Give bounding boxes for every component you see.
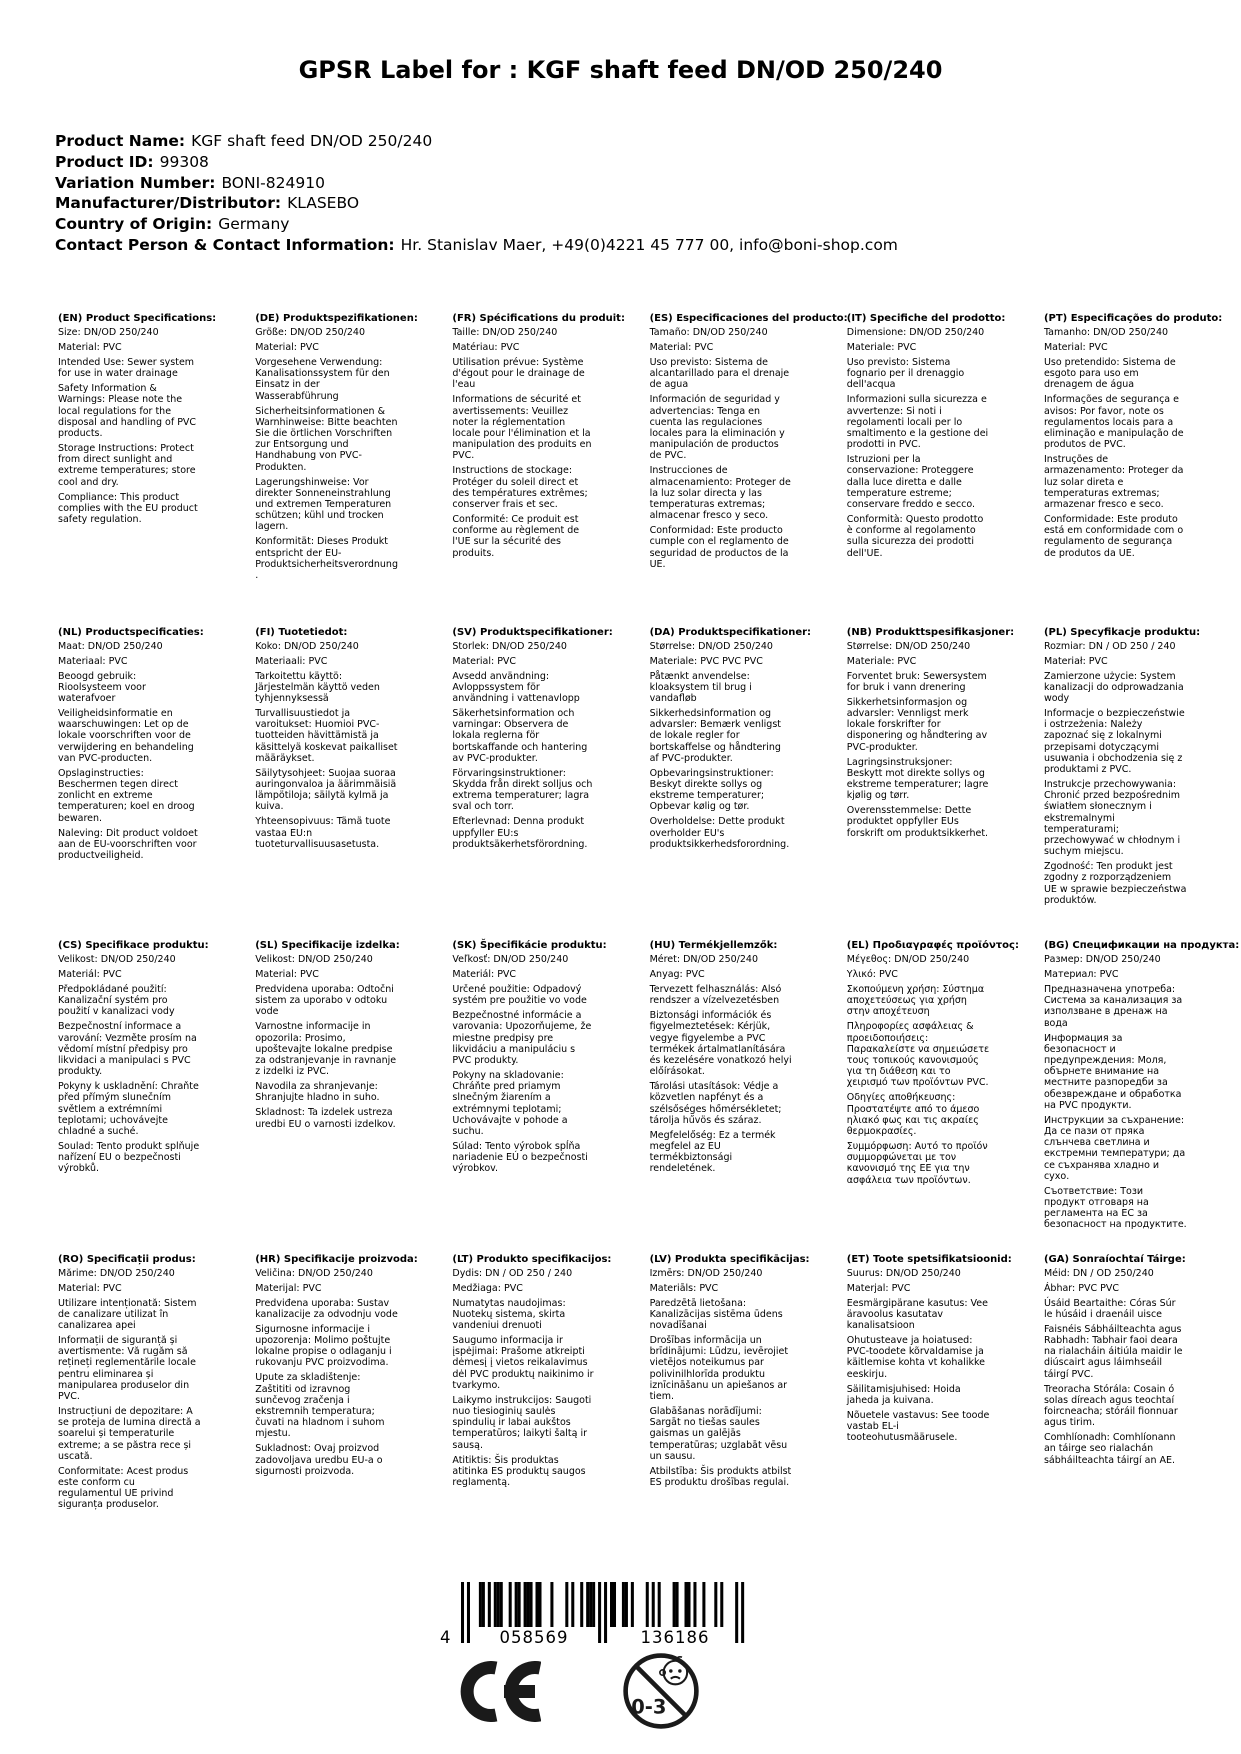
spec-line: Информация за безопасност и предупреждения: Моля, обърнете внимание на местните разпоредби за обезвреждане и обработка на PVC продукти. — [1043, 1032, 1182, 1111]
spec-block-header: (ES) Especificaciones del producto: — [649, 313, 848, 324]
spec-block-da — [650, 627, 847, 941]
spec-block-header: (BG) Спецификации на продукта: — [1043, 940, 1240, 951]
spec-block-en — [58, 313, 255, 627]
spec-line: Material: PVC — [255, 342, 319, 353]
spec-block-cs — [58, 940, 255, 1254]
spec-line: Bezpečnostné informácie a varovania: Upozorňujeme, že miestne predpisy pre likvidáciu a manipuláciu s PVC produkty. — [452, 1010, 592, 1067]
spec-line: Veiligheidsinformatie en waarschuwingen: Let op de lokale voorschriften voor de verwijdering en behandeling van PVC-producten. — [58, 707, 194, 764]
barcode-right-digits: 136186 — [640, 1628, 710, 1647]
spec-line: Bezpečnostní informace a varování: Vezměte prosím na vědomí místní předpisy pro likvidaci a manipulaci s PVC produkty. — [58, 1021, 197, 1078]
spec-line: Påtænkt anvendelse: kloaksystem til brug i vandafløb — [649, 670, 752, 704]
spec-line: Størrelse: DN/OD 250/240 — [649, 640, 773, 652]
spec-line: Instructions de stockage: Protéger du soleil direct et des températures extrêmes; conserver frais et sec. — [452, 465, 588, 511]
spec-line: Υλικό: PVC — [846, 969, 898, 980]
spec-line: Soulad: Tento produkt splňuje nařízení EU o bezpečnosti výrobků. — [58, 1141, 200, 1175]
spec-block-header: (RO) Specificații produs: — [58, 1253, 196, 1265]
spec-line: Opslaginstructies: Beschermen tegen direct zonlicht en extreme temperaturen; koel en droog bewaren. — [58, 767, 195, 824]
spec-line: Συμμόρφωση: Αυτό το προϊόν συμμορφώνεται με τον κανονισμό της ΕΕ για την ασφάλεια των προϊόντων. — [846, 1141, 988, 1186]
product-info — [55, 131, 898, 256]
product-info-label: Contact Person & Contact Information: — [55, 235, 395, 254]
spec-line: Tamanho: DN/OD 250/240 — [1043, 327, 1169, 338]
spec-line: Conformitate: Acest produs este conform cu regulamentul UE privind siguranța produselor. — [58, 1465, 189, 1511]
spec-block-hu — [650, 940, 847, 1254]
product-info-value: Hr. Stanislav Maer, +49(0)4221 45 777 00, info@boni-shop.com — [400, 235, 898, 254]
spec-line: Tarkoitettu käyttö: Järjestelmän käyttö veden tyhjennyksessä — [255, 670, 380, 704]
spec-block-header: (PT) Especificações do produto: — [1043, 313, 1223, 324]
spec-block-ro — [58, 1254, 255, 1568]
ean-barcode — [434, 1580, 750, 1652]
spec-line: Safety Information & Warnings: Please note the local regulations for the disposal and handling of PVC products. — [58, 383, 197, 440]
spec-line: Předpokládané použití: Kanalizační systém pro použití v kanalizaci vody — [58, 984, 175, 1018]
spec-line: Comhlíonadh: Comhlíonann an táirge seo rialachán sábháilteachta táirgí an AE. — [1043, 1432, 1176, 1466]
product-info-label: Manufacturer/Distributor: — [55, 194, 282, 213]
spec-line: Laikymo instrukcijos: Saugoti nuo tiesioginių saulės spindulių ir labai aukštos temperatūros; laikyti šaltą ir sausą. — [452, 1394, 592, 1451]
ce-mark-icon — [451, 1661, 541, 1726]
spec-block-header: (DA) Produktspecifikationer: — [649, 626, 812, 638]
spec-line: Tervezett felhasználás: Alsó rendszer a vízelvezetésben — [649, 984, 782, 1007]
spec-block-sl — [255, 940, 452, 1254]
spec-line: Súlad: Tento výrobok spĺňa nariadenie EÚ o bezpečnosti výrobkov. — [452, 1141, 588, 1175]
spec-line: Skladnost: Ta izdelek ustreza uredbi EU o varnosti izdelkov. — [255, 1107, 396, 1130]
spec-line: Méid: DN / OD 250/240 — [1043, 1267, 1154, 1279]
spec-block-pl — [1044, 627, 1241, 941]
spec-block-hr — [255, 1254, 452, 1568]
spec-line: Instrukcje przechowywania: Chronić przed bezpośrednim światłem słonecznym i ekstremalnymi temperaturami; przechowywać w chłodnym i suchym miejscu. — [1043, 778, 1181, 858]
spec-line: Megfelelőség: Ez a termék megfelel az EU termékbiztonsági rendeletének. — [649, 1129, 776, 1175]
spec-line: Uso previsto: Sistema fognario per il drenaggio dell'acqua — [846, 357, 965, 391]
spec-line: Uso previsto: Sistema de alcantarillado para el drenaje de agua — [649, 357, 790, 391]
spec-line: Información de seguridad y advertencias: Tenga en cuenta las regulaciones locales para la eliminación y manipulación de productos de PVC. — [649, 394, 785, 462]
product-info-row — [55, 214, 898, 235]
spec-line: Säilytysohjeet: Suojaa suoraa auringonvaloa ja äärimmäisiä lämpötiloja; säilytä kylmä ja kuiva. — [255, 767, 397, 813]
spec-line: Tárolási utasítások: Védje a közvetlen napfényt és a szélsőséges hőmérsékletet; tárolja hűvös és száraz. — [649, 1081, 782, 1126]
spec-block-header: (GA) Sonraíochtaí Táirge: — [1043, 1253, 1186, 1265]
spec-line: Velikost: DN/OD 250/240 — [255, 954, 373, 965]
spec-block-header: (SL) Specifikacije izdelka: — [255, 940, 400, 951]
spec-line: Forventet bruk: Sewersystem for bruk i vann drenering — [846, 670, 987, 693]
spec-line: Säilitamisjuhised: Hoida jaheda ja kuivana. — [846, 1383, 961, 1406]
spec-block-header: (EL) Προδιαγραφές προϊόντος: — [846, 940, 1019, 951]
spec-line: Dimensione: DN/OD 250/240 — [846, 327, 985, 338]
spec-line: Opbevaringsinstruktioner: Beskyt direkte sollys og ekstreme temperaturer; Opbevar kølig og tør. — [649, 767, 774, 813]
spec-line: Zgodność: Ten produkt jest zgodny z rozporządzeniem UE w sprawie bezpieczeństwa produktów. — [1043, 861, 1187, 906]
spec-line: Konformität: Dieses Produkt entspricht der EU-Produktsicherheitsverordnung. — [255, 536, 398, 582]
spec-line: Sikkerhetsinformasjon og advarsler: Vennligst merk lokale forskrifter for disponering og håndtering av PVC-produkter. — [846, 696, 988, 753]
product-info-row — [55, 193, 898, 214]
spec-line: Utilizare intenționată: Sistem de canalizare utilizat în canalizarea apei — [58, 1297, 197, 1331]
spec-line: Materiale: PVC PVC PVC — [649, 655, 763, 667]
spec-line: Efterlevnad: Denna produkt uppfyller EU:s produktsäkerhetsförordning. — [452, 816, 588, 850]
product-info-label: Country of Origin: — [55, 215, 213, 234]
spec-line: Pokyny k uskladnění: Chraňte před přímým slunečním světlem a extrémními teplotami; uchovávejte chladné a suché. — [58, 1081, 199, 1138]
spec-block-header: (SV) Produktspecifikationer: — [452, 626, 613, 638]
spec-line: Mărime: DN/OD 250/240 — [58, 1267, 175, 1279]
spec-block-pt — [1044, 313, 1241, 627]
spec-block-et — [847, 1254, 1044, 1568]
spec-line: Storage Instructions: Protect from direct sunlight and extreme temperatures; store cool and dry. — [58, 443, 196, 488]
spec-line: Naleving: Dit product voldoet aan de EU-voorschriften voor productveiligheid. — [58, 827, 198, 861]
spec-block-nl — [58, 627, 255, 941]
spec-block-es — [650, 313, 847, 627]
spec-line: Upute za skladištenje: Zaštititi od izravnog sunčevog zračenja i ekstremnih temperatura; čuvati na hladnom i suhom mjestu. — [255, 1372, 385, 1440]
spec-line: Veľkosť: DN/OD 250/240 — [452, 954, 569, 965]
spec-line: Eesmärgipärane kasutus: Vee äravoolus kasutatav kanalisatsioon — [846, 1297, 988, 1331]
spec-block-fr — [452, 313, 649, 627]
spec-line: Инструкции за съхранение: Да се пази от пряка слънчева светлина и екстремни температури; да се съхранява хладно и сухо. — [1043, 1114, 1186, 1182]
spec-line: Conformidad: Este producto cumple con el reglamento de seguridad de productos de la UE. — [649, 525, 789, 570]
spec-line: Nõuetele vastavus: See toode vastab EL-i tooteohutusmäärusele. — [846, 1409, 990, 1444]
spec-line: Rozmiar: DN / OD 250 / 240 — [1043, 640, 1176, 652]
spec-block-header: (PL) Specyfikacje produktu: — [1043, 626, 1201, 638]
age-warning-label: 0-3 — [631, 1695, 667, 1719]
spec-line: Lagerungshinweise: Vor direkter Sonneneinstrahlung und extremen Temperaturen schützen; kühl und trocken lagern. — [255, 476, 392, 533]
spec-line: Conformidade: Este produto está em conformidade com o regulamento de segurança de produtos da UE. — [1043, 514, 1184, 559]
spec-line: Numatytas naudojimas: Nuotekų sistema, skirta vandeniui drenuoti — [452, 1297, 566, 1331]
spec-line: Materijal: PVC — [255, 1282, 322, 1294]
spec-line: Material: PVC — [452, 655, 517, 667]
spec-line: Izmērs: DN/OD 250/240 — [649, 1267, 763, 1279]
spec-line: Glabāšanas norādījumi: Sargāt no tiešas saules gaismas un galējās temperatūras; uzglabāt vēsu un sausu. — [649, 1405, 788, 1462]
spec-line: Размер: DN/OD 250/240 — [1043, 954, 1161, 965]
spec-line: Sukladnost: Ovaj proizvod zadovoljava uredbu EU-a o sigurnosti proizvoda. — [255, 1443, 383, 1477]
product-info-label: Product Name: — [55, 132, 186, 150]
spec-block-sv — [452, 627, 649, 941]
spec-line: Conformité: Ce produit est conforme au règlement de l'UE sur la sécurité des produits. — [452, 514, 580, 559]
spec-line: Biztonsági információk és figyelmeztetések: Kérjük, vegye figyelembe a PVC termékek ártalmatlanítására és kezelésére vonatkozó helyi előírásokat. — [649, 1010, 792, 1078]
spec-line: Material: PVC — [255, 969, 319, 980]
spec-line: Určené použitie: Odpadový systém pre použitie vo vode — [452, 984, 587, 1007]
spec-line: Materiale: PVC — [846, 655, 917, 667]
product-info-value: Germany — [218, 215, 290, 234]
spec-line: Uso pretendido: Sistema de esgoto para uso em drenagem de água — [1043, 357, 1176, 391]
spec-block-header: (IT) Specifiche del prodotto: — [846, 313, 1006, 324]
spec-line: Säkerhetsinformation och varningar: Observera de lokala reglerna för bortskaffande och hantering av PVC-produkter. — [452, 707, 588, 764]
product-info-row — [55, 235, 898, 256]
spec-line: Méret: DN/OD 250/240 — [649, 954, 758, 965]
spec-line: Materiál: PVC — [452, 969, 517, 980]
spec-line: Pokyny na skladovanie: Chráňte pred priamym slnečným žiarením a extrémnymi teplotami; Uchovávajte v pohode a suchu. — [452, 1070, 568, 1138]
spec-line: Taille: DN/OD 250/240 — [452, 327, 558, 338]
spec-line: Conformità: Questo prodotto è conforme al regolamento sulla sicurezza dei prodotti dell'UE. — [846, 514, 984, 559]
spec-line: Yhteensopivuus: Tämä tuote vastaa EU:n tuoteturvallisuusasetusta. — [255, 816, 391, 850]
spec-block-it — [847, 313, 1044, 627]
spec-block-el — [847, 940, 1044, 1254]
spec-line: Sicherheitsinformationen & Warnhinweise: Bitte beachten Sie die örtlichen Vorschriften zur Entsorgung und Handhabung von PVC-Produkten. — [255, 405, 398, 473]
spec-line: Størrelse: DN/OD 250/240 — [846, 640, 971, 652]
product-info-value: KGF shaft feed DN/OD 250/240 — [191, 132, 433, 150]
spec-line: Ohutusteave ja hoiatused: PVC-toodete kõrvaldamise ja käitlemise kohta vt kohalikke eeskirju. — [846, 1334, 985, 1380]
spec-block-header: (NB) Produkttspesifikasjoner: — [846, 626, 1015, 638]
spec-block-ga — [1044, 1254, 1241, 1568]
spec-block-header: (FI) Tuotetiedot: — [255, 626, 348, 638]
spec-line: Vorgesehene Verwendung: Kanalisationssystem für den Einsatz in der Wasserabführung — [255, 357, 390, 402]
spec-block-header: (CS) Specifikace produktu: — [58, 940, 209, 951]
spec-line: Informazioni sulla sicurezza e avvertenze: Si noti i regolamenti locali per lo smaltimento e la gestione dei prodotti in PVC. — [846, 394, 989, 451]
spec-line: Ábhar: PVC PVC — [1043, 1282, 1120, 1294]
spec-line: Suurus: DN/OD 250/240 — [846, 1267, 961, 1279]
spec-block-header: (HU) Termékjellemzők: — [649, 940, 778, 951]
spec-line: Materiál: PVC — [58, 969, 122, 980]
spec-line: Overholdelse: Dette produkt overholder EU's produktsikkerhedsforordning. — [649, 816, 790, 850]
spec-line: Πληροφορίες ασφάλειας & προειδοποιήσεις: Παρακαλείστε να σημειώσετε τους τοπικούς κανονισμούς για τη διάθεση και το χειρισμό των προϊόντων PVC. — [846, 1021, 990, 1089]
spec-line: Navodila za shranjevanje: Shranjujte hladno in suho. — [255, 1081, 380, 1104]
spec-block-lv — [650, 1254, 847, 1568]
spec-line: Istruzioni per la conservazione: Proteggere dalla luce diretta e dalle temperature estreme; conservare freddo e secco. — [846, 454, 976, 511]
spec-line: Informacje o bezpieczeństwie i ostrzeżenia: Należy zapoznać się z lokalnymi przepisami dotyczącymi usuwania i obchodzenia się z produktami z PVC. — [1043, 707, 1185, 775]
spec-block-header: (FR) Spécifications du produit: — [452, 313, 625, 324]
spec-line: Material: PVC — [58, 1282, 122, 1294]
spec-line: Materiaali: PVC — [255, 655, 328, 667]
spec-line: Förvaringsinstruktioner: Skydda från direkt solljus och extrema temperaturer; lagra sval och torr. — [452, 767, 593, 813]
barcode-left-digits: 058569 — [499, 1628, 569, 1647]
spec-line: Material: PVC — [649, 342, 714, 353]
spec-line: Informations de sécurité et avertissements: Veuillez noter la réglementation locale pour l'élimination et la manipulation des produits en PVC. — [452, 394, 592, 462]
spec-line: Materiaal: PVC — [58, 655, 128, 667]
product-info-value: BONI-824910 — [221, 173, 325, 192]
spec-line: Οδηγίες αποθήκευσης: Προστατέψτε από το άμεσο ηλιακό φως και τις ακραίες θερμοκρασίες. — [846, 1092, 980, 1138]
spec-line: Material: PVC — [1043, 342, 1108, 353]
spec-line: Instruções de armazenamento: Proteger da luz solar direta e temperaturas extremas; armazenar fresco e seco. — [1043, 454, 1184, 511]
spec-line: Informações de segurança e avisos: Por favor, note os regulamentos locais para a eliminação e manipulação de produtos de PVC. — [1043, 394, 1184, 451]
spec-line: Veličina: DN/OD 250/240 — [255, 1267, 373, 1279]
spec-line: Medžiaga: PVC — [452, 1282, 523, 1294]
spec-line: Dydis: DN / OD 250 / 240 — [452, 1267, 573, 1279]
spec-block-header: (HR) Specifikacije proizvoda: — [255, 1253, 418, 1265]
barcode-bars — [434, 1580, 750, 1648]
spec-line: Atitiktis: Šis produktas atitinka ES produktų saugos reglamentą. — [452, 1454, 586, 1488]
spec-line: Σκοπούμενη χρήση: Σύστημα αποχετεύσεως για χρήση στην αποχέτευση — [846, 984, 985, 1018]
spec-line: Съответствие: Този продукт отговаря на регламента на ЕС за безопасност на продуктите. — [1043, 1185, 1187, 1231]
spec-block-de — [255, 313, 452, 627]
spec-line: Intended Use: Sewer system for use in water drainage — [58, 357, 195, 380]
spec-line: Материал: PVC — [1043, 969, 1119, 980]
spec-line: Varnostne informacije in opozorila: Prosimo, upoštevajte lokalne predpise za odstranjevanje in ravnanje z izdelki iz PVC. — [255, 1021, 397, 1078]
spec-line: Material: PVC — [58, 342, 122, 353]
spec-line: Informații de siguranță și avertismente: Vă rugăm să rețineți reglementările locale pentru eliminarea și manipularea produselor din PVC. — [58, 1334, 196, 1402]
spec-line: Predviđena uporaba: Sustav kanalizacije za odvodnju vode — [255, 1297, 398, 1320]
spec-line: Tamaño: DN/OD 250/240 — [649, 327, 768, 338]
spec-block-fi — [255, 627, 452, 941]
spec-block-header: (SK) Špecifikácie produktu: — [452, 940, 607, 951]
age-warning-icon — [621, 1651, 701, 1735]
spec-line: Instrucciones de almacenamiento: Proteger de la luz solar directa y las temperaturas extremas; almacenar fresco y seco. — [649, 465, 791, 522]
spec-line: Materiale: PVC — [846, 342, 917, 353]
spec-line: Compliance: This product complies with the EU product safety regulation. — [58, 491, 198, 526]
spec-block-bg — [1044, 940, 1241, 1254]
product-info-value: 99308 — [159, 152, 209, 171]
spec-line: Maat: DN/OD 250/240 — [58, 640, 163, 652]
product-info-row — [55, 152, 898, 173]
spec-line: Größe: DN/OD 250/240 — [255, 327, 366, 338]
spec-line: Zamierzone użycie: System kanalizacji do odprowadzania wody — [1043, 670, 1184, 704]
spec-line: Úsáid Beartaithe: Córas Súr le húsáid i draenáil uisce — [1043, 1297, 1176, 1320]
spec-line: Matériau: PVC — [452, 342, 520, 353]
spec-line: Treoracha Stórála: Cosain ó solas díreach agus teochtaí foircneacha; stóráil fionnuar agus tirim. — [1043, 1383, 1178, 1429]
spec-line: Instrucțiuni de depozitare: A se proteja de lumina directă a soarelui și temperaturile extreme; a se păstra rece și uscată. — [58, 1405, 201, 1462]
spec-line: Koko: DN/OD 250/240 — [255, 640, 359, 652]
spec-line: Предназначена употреба: Система за канализация за използване в дренаж на вода — [1043, 984, 1183, 1029]
page-title: GPSR Label for : KGF shaft feed DN/OD 250/240 — [298, 56, 943, 84]
spec-line: Predvidena uporaba: Odtočni sistem za uporabo v odtoku vode — [255, 984, 394, 1018]
spec-line: Velikost: DN/OD 250/240 — [58, 954, 176, 965]
specs-grid — [58, 313, 1241, 1567]
spec-line: Materiał: PVC — [1043, 655, 1108, 667]
spec-line: Materiāls: PVC — [649, 1282, 719, 1294]
product-info-label: Variation Number: — [55, 173, 216, 192]
spec-block-sk — [452, 940, 649, 1254]
spec-line: Anyag: PVC — [649, 969, 705, 980]
spec-line: Paredzētā lietošana: Kanalizācijas sistēma ūdens novadīšanai — [649, 1297, 783, 1331]
spec-block-nb — [847, 627, 1044, 941]
barcode-lead-digit: 4 — [440, 1628, 452, 1647]
spec-block-header: (EN) Product Specifications: — [58, 313, 217, 324]
spec-block-lt — [452, 1254, 649, 1568]
spec-line: Μέγεθος: DN/OD 250/240 — [846, 954, 970, 965]
spec-block-header: (NL) Productspecificaties: — [58, 626, 204, 638]
spec-line: Sikkerhedsinformation og advarsler: Bemærk venligst de lokale regler for bortskaffelse og håndtering af PVC-produkter. — [649, 707, 781, 764]
spec-line: Sigurnosne informacije i upozorenja: Molimo poštujte lokalne propise o odlaganju i rukovanju PVC proizvodima. — [255, 1323, 392, 1369]
spec-line: Turvallisuustiedot ja varoitukset: Huomioi PVC-tuotteiden hävittämistä ja käsittelyä koskevat paikalliset määräykset. — [255, 707, 398, 764]
spec-block-header: (LV) Produkta specifikācijas: — [649, 1253, 810, 1265]
spec-line: Size: DN/OD 250/240 — [58, 327, 159, 338]
spec-line: Faisnéis Sábháilteachta agus Rabhadh: Tabhair faoi deara na rialacháin áitiúla maidir le diúscairt agus láimhseáil táirgí PVC. — [1043, 1323, 1183, 1380]
product-info-row — [55, 173, 898, 194]
spec-line: Utilisation prévue: Système d'égout pour le drainage de l'eau — [452, 357, 585, 391]
spec-line: Overensstemmelse: Dette produktet oppfyller EUs forskrift om produktsikkerhet. — [846, 805, 989, 839]
spec-line: Atbilstība: Šis produkts atbilst ES produktu drošības regulai. — [649, 1465, 792, 1488]
spec-block-header: (ET) Toote spetsifikatsioonid: — [846, 1253, 1012, 1265]
spec-line: Saugumo informacija ir įspėjimai: Prašome atkreipti dėmesį į vietos reikalavimus dėl PVC produktų naikinimo ir tvarkymo. — [452, 1334, 594, 1391]
spec-block-header: (LT) Produkto specifikacijos: — [452, 1253, 612, 1265]
product-info-label: Product ID: — [55, 152, 154, 171]
spec-line: Materjal: PVC — [846, 1282, 911, 1294]
spec-line: Lagringsinstruksjoner: Beskytt mot direkte sollys og ekstreme temperaturer; lagre kjølig og tørr. — [846, 756, 989, 802]
product-info-value: KLASEBO — [287, 194, 360, 213]
spec-line: Drošības informācija un brīdinājumi: Lūdzu, ievērojiet vietējos noteikumus par polivinilhlorīda produktu iznīcināšanu un apiešanos ar tiem. — [649, 1334, 789, 1402]
spec-line: Beoogd gebruik: Rioolsysteem voor waterafvoer — [58, 670, 146, 704]
product-info-row — [55, 131, 898, 152]
spec-block-header: (DE) Produktspezifikationen: — [255, 313, 418, 324]
spec-line: Storlek: DN/OD 250/240 — [452, 640, 567, 652]
spec-line: Avsedd användning: Avloppssystem för användning i vattenavlopp — [452, 670, 580, 704]
